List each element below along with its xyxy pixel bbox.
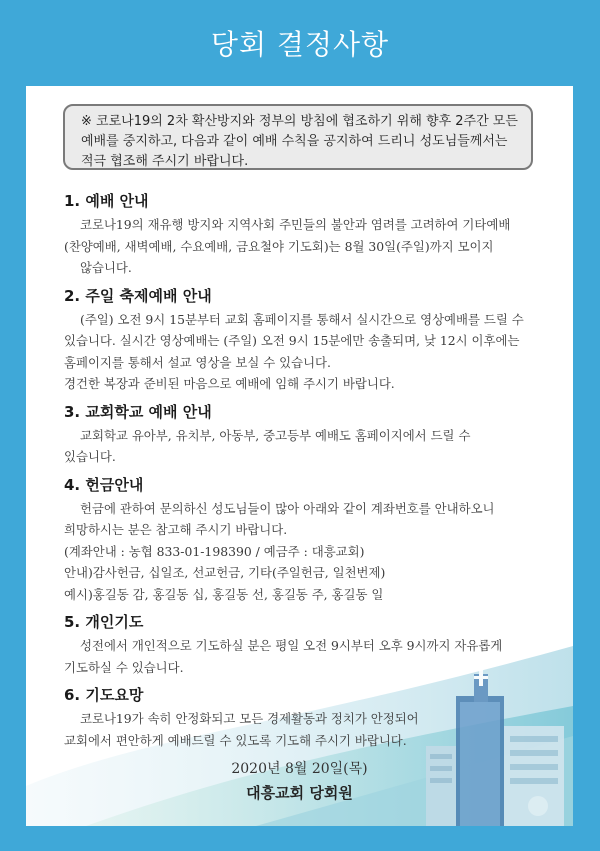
section-text: 교회에서 편안하게 예배드릴 수 있도록 기도해 주시기 바랍니다.: [64, 732, 407, 748]
section-church-school: [64, 401, 544, 468]
notice-line: 예배를 중지하고, 다음과 같이 예배 수칙을 공지하여 드리니 성도님들께서는: [81, 134, 508, 149]
section-text: 성전에서 개인적으로 기도하실 분은 평일 오전 9시부터 오후 9시까지 자유롭게: [80, 638, 503, 653]
notice-line: 적극 협조해 주시기 바랍니다.: [81, 154, 249, 169]
section-text: 헌금에 관하여 문의하신 성도님들이 많아 아래와 같이 계좌번호를 안내하오니: [80, 500, 495, 516]
section-text: 않습니다.: [80, 260, 132, 275]
section-title: 6. 기도요망: [64, 686, 144, 704]
section-text: 경건한 복장과 준비된 마음으로 예배에 임해 주시기 바랍니다.: [64, 376, 395, 391]
section-text: 교회학교 유아부, 유치부, 아동부, 중고등부 예배도 홈페이지에서 드릴 수: [80, 427, 471, 443]
section-offering: [64, 474, 544, 606]
section-title: 3. 교회학교 예배 안내: [64, 402, 212, 421]
section-text: 예시)홍길동 감, 홍길동 십, 홍길동 선, 홍길동 주, 홍길동 일: [64, 586, 384, 602]
section-text: 있습니다.: [64, 449, 116, 464]
section-text: 홈페이지를 통해서 설교 영상을 보실 수 있습니다.: [64, 354, 331, 370]
section-personal-prayer: [64, 611, 544, 678]
section-worship: [64, 190, 544, 279]
section-text: 있습니다. 실시간 영상예배는 (주일) 오전 9시 15분에만 송출되며, 낮 12시 이후에는: [64, 333, 520, 348]
sections: [64, 190, 544, 757]
section-prayer-request: [64, 684, 544, 751]
notice-line: ※ 코로나19의 2차 확산방지와 정부의 방침에 협조하기 위해 향후 2주간 모든: [81, 114, 518, 129]
section-text: 안내)감사헌금, 십일조, 선교헌금, 기타(주일헌금, 일천번제): [64, 565, 386, 580]
section-text: (찬양예배, 새벽예배, 수요예배, 금요철야 기도회)는 8월 30일(주일)까지 모이지: [64, 238, 494, 254]
section-title: 4. 헌금안내: [64, 475, 144, 494]
section-text: 코로나19의 재유행 방지와 지역사회 주민들의 불안과 염려를 고려하여 기타예배: [80, 217, 511, 232]
section-title: 2. 주일 축제예배 안내: [64, 286, 212, 305]
page-header: [0, 0, 600, 86]
content-card: [26, 86, 573, 826]
section-text: (계좌안내 : 농협 833-01-198390 / 예금주 : 대흥교회): [64, 543, 365, 559]
section-text: 희망하시는 분은 참고해 주시기 바랍니다.: [64, 522, 288, 537]
section-title: 1. 예배 안내: [64, 192, 149, 210]
page-title: 당회 결정사항: [210, 28, 390, 61]
section-text: 기도하실 수 있습니다.: [64, 659, 184, 675]
organization-name: 대흥교회 당회원: [246, 784, 353, 802]
section-sunday-worship: [64, 285, 544, 395]
section-title: 5. 개인기도: [64, 613, 144, 631]
section-text: (주일) 오전 9시 15분부터 교회 홈페이지를 통해서 실시간으로 영상예배를 드릴 수: [80, 311, 524, 327]
notice-box: [63, 104, 533, 170]
section-text: 코로나19가 속히 안정화되고 모든 경제활동과 정치가 안정되어: [80, 711, 419, 726]
announcement-date: 2020년 8월 20일(목): [231, 761, 368, 777]
